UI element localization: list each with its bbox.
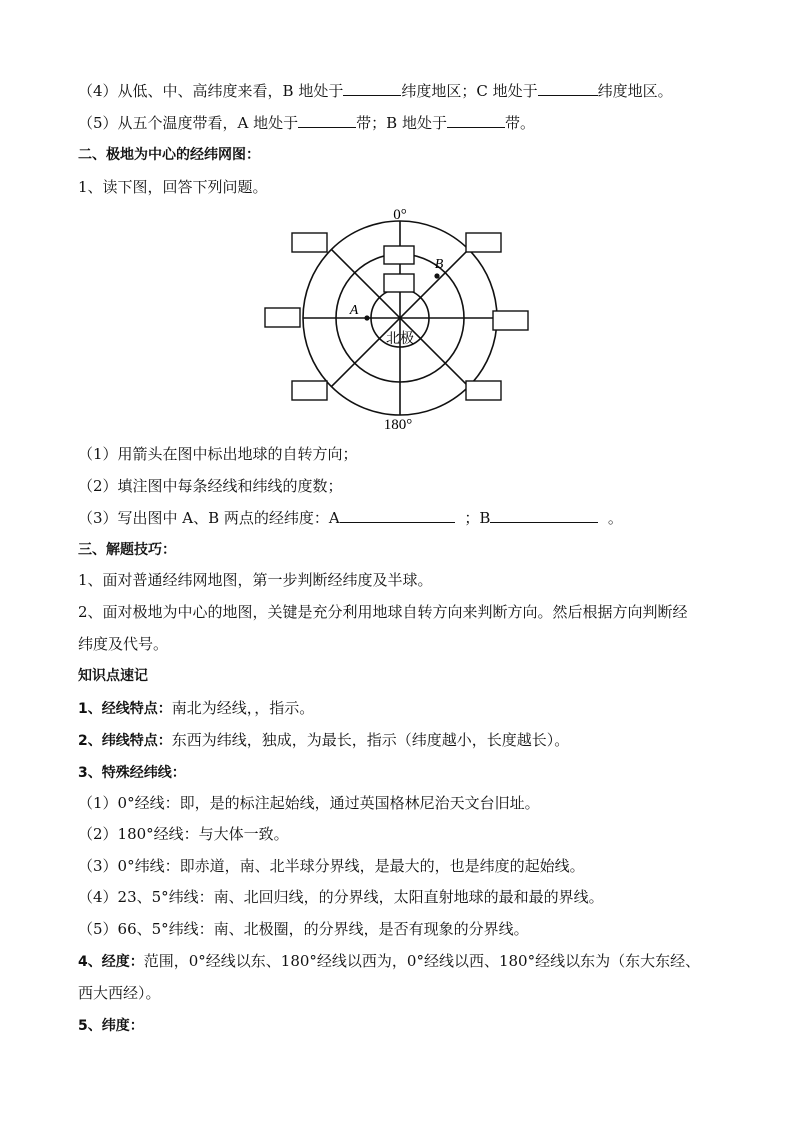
- label-box-meridian-e[interactable]: [493, 311, 528, 330]
- answer-blank-a[interactable]: [340, 508, 455, 523]
- sub-question-1: （1）用箭头在图中标出地球的自转方向；: [78, 445, 358, 463]
- sub3-text-c: 。: [607, 509, 623, 527]
- question-1-prompt: 1、读下图，回答下列问题。: [78, 178, 268, 196]
- answer-blank[interactable]: [343, 81, 401, 96]
- knowledge-1: [78, 697, 314, 720]
- meridian-0-label: 0°: [393, 207, 407, 223]
- k2-text: 东西为纬线，独成，为最长，指示（纬度越小，长度越长）。: [171, 731, 570, 749]
- label-box-meridian-sw[interactable]: [292, 381, 327, 400]
- knowledge-title: 知识点速记: [78, 668, 148, 684]
- k1-label: 1、经线特点：: [78, 701, 172, 717]
- knowledge-4-line-2: 西大西经）。: [78, 984, 161, 1002]
- question-4: [78, 80, 673, 102]
- k3-label: 3、特殊经纬线：: [78, 765, 186, 781]
- k4-label: 4、经度：: [78, 954, 144, 970]
- section-2-title: 二、极地为中心的经纬网图：: [78, 147, 260, 163]
- tip-2-line-1: 2、面对极地为中心的地图，关键是充分利用地球自转方向来判断方向。然后根据方向判断经: [78, 603, 688, 621]
- q5-text-a: （5）从五个温度带看，A 地处于: [78, 114, 299, 132]
- polar-grid-diagram: [255, 200, 540, 430]
- q5-text-b: 带；B 地处于: [356, 114, 447, 132]
- answer-blank[interactable]: [538, 81, 598, 96]
- knowledge-3-1: （1）0°经线：即，是的标注起始线，通过英国格林尼治天文台旧址。: [78, 794, 540, 812]
- label-box-lat-inner[interactable]: [384, 274, 414, 292]
- k2-label: 2、纬线特点：: [78, 733, 172, 749]
- sub-question-2: （2）填注图中每条经线和纬线的度数；: [78, 477, 343, 495]
- label-box-lat-outer[interactable]: [384, 246, 414, 264]
- tip-1: 1、面对普通经纬网地图，第一步判断经纬度及半球。: [78, 571, 433, 589]
- knowledge-3: [78, 761, 186, 784]
- q4-text-b: 纬度地区；C 地处于: [401, 82, 538, 100]
- label-box-meridian-ne[interactable]: [466, 233, 501, 252]
- k1-text: 南北为经线，，指示。: [171, 699, 315, 717]
- point-a-dot: [364, 315, 369, 320]
- k4-text: 范围，0°经线以东、180°经线以西为，0°经线以西、180°经线以东为（东大东经、: [143, 952, 701, 970]
- knowledge-3-3: （3）0°纬线：即赤道，南、北半球分界线，是最大的，也是纬度的起始线。: [78, 857, 585, 875]
- q4-text-c: 纬度地区。: [597, 82, 673, 100]
- knowledge-3-2: （2）180°经线：与大体一致。: [78, 825, 289, 843]
- north-pole-label: 北极: [386, 331, 414, 347]
- point-a-label: A: [349, 303, 359, 318]
- answer-blank[interactable]: [298, 113, 356, 128]
- answer-blank[interactable]: [447, 113, 505, 128]
- section-3-title: 三、解题技巧：: [78, 542, 176, 558]
- q5-text-c: 带。: [504, 114, 535, 132]
- knowledge-3-4: （4）23、5°纬线：南、北回归线，的分界线，太阳直射地球的最和最的界线。: [78, 888, 604, 906]
- knowledge-3-5: （5）66、5°纬线：南、北极圈，的分界线，是否有现象的分界线。: [78, 920, 529, 938]
- point-b-dot: [434, 273, 439, 278]
- sub3-text-b: ；B: [464, 509, 491, 527]
- point-b-label: B: [434, 257, 444, 272]
- label-box-meridian-w[interactable]: [265, 308, 300, 327]
- sub3-text-a: （3）写出图中 A、B 两点的经纬度：A: [78, 509, 340, 527]
- sub-question-3: [78, 507, 623, 529]
- meridian-180-label: 180°: [383, 417, 413, 430]
- k5-label: 5、纬度：: [78, 1018, 144, 1034]
- question-5: [78, 112, 535, 134]
- label-box-meridian-nw[interactable]: [292, 233, 327, 252]
- knowledge-4: [78, 950, 700, 973]
- label-box-meridian-se[interactable]: [466, 381, 501, 400]
- knowledge-5: [78, 1014, 144, 1037]
- q4-text-a: （4）从低、中、高纬度来看，B 地处于: [78, 82, 344, 100]
- knowledge-2: [78, 729, 569, 752]
- answer-blank-b[interactable]: [490, 508, 598, 523]
- tip-2-line-2: 纬度及代号。: [78, 635, 169, 653]
